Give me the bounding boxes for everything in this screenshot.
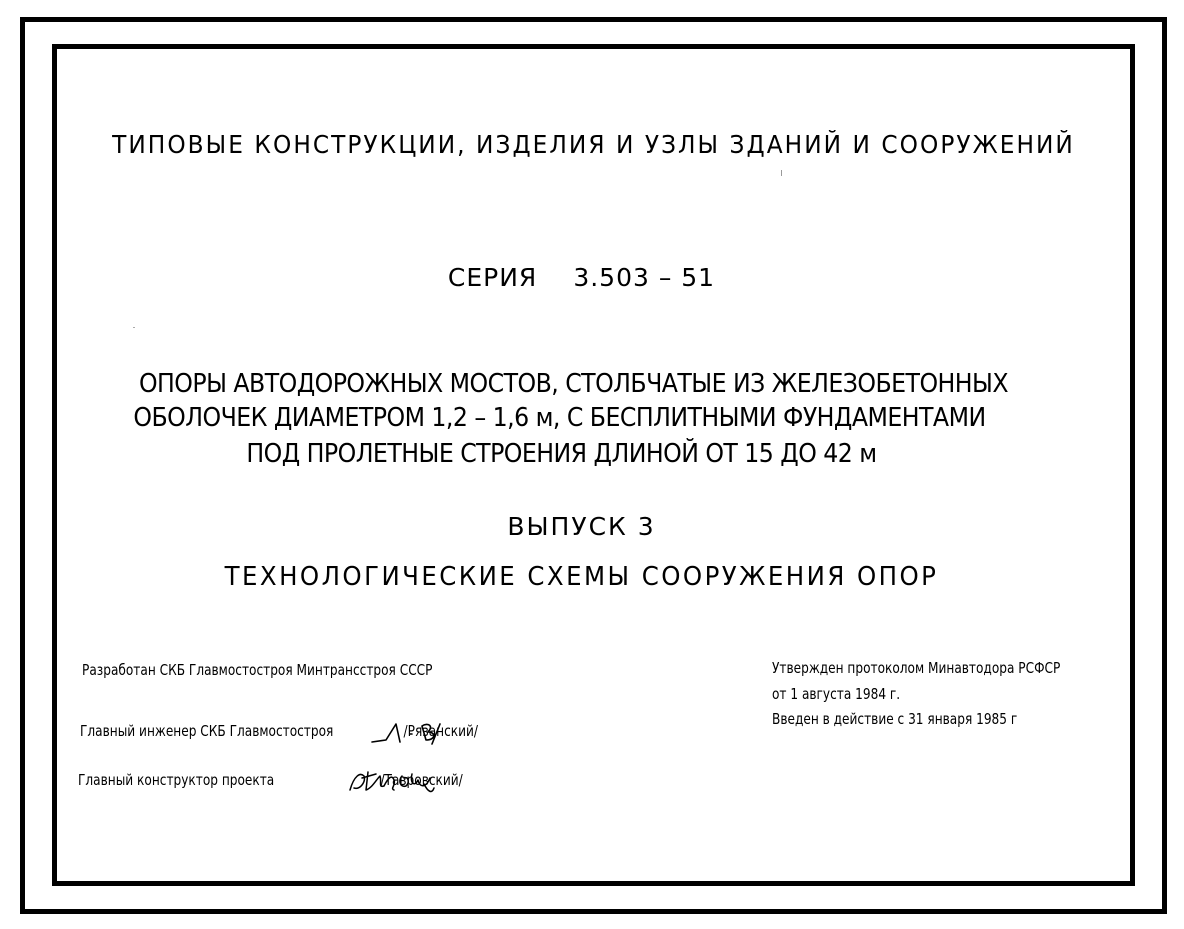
approval-line-2: от 1 августа 1984 г. bbox=[772, 685, 901, 703]
signature-chief-engineer bbox=[370, 720, 450, 746]
approval-line-3: Введен в действие с 31 января 1985 г bbox=[772, 710, 1018, 728]
series-number: 3.503 – 51 bbox=[573, 263, 716, 292]
issue-title: ТЕХНОЛОГИЧЕСКИЕ СХЕМЫ СООРУЖЕНИЯ ОПОР bbox=[224, 562, 939, 592]
signature-chief-designer bbox=[346, 766, 438, 796]
subtitle-line-2: ОБОЛОЧЕК ДИАМЕТРОМ 1,2 – 1,6 м, С БЕСПЛИТНЫМИ ФУНДАМЕНТАМИ bbox=[133, 403, 986, 433]
chief-engineer-role: Главный инженер СКБ Главмостостроя bbox=[80, 722, 334, 740]
approval-line-1: Утвержден протоколом Минавтодора РСФСР bbox=[772, 659, 1061, 677]
subtitle-line-3: ПОД ПРОЛЕТНЫЕ СТРОЕНИЯ ДЛИНОЙ ОТ 15 ДО 42 м bbox=[246, 439, 877, 469]
chief-designer-name: /Тавровский/ bbox=[380, 771, 463, 789]
developer-line: Разработан СКБ Главмостостроя Минтрансстроя СССР bbox=[82, 661, 433, 679]
chief-engineer-name: /Рязанский/ bbox=[403, 722, 478, 740]
subtitle-line-1: ОПОРЫ АВТОДОРОЖНЫХ МОСТОВ, СТОЛБЧАТЫЕ ИЗ ЖЕЛЕЗОБЕТОННЫХ bbox=[138, 369, 1009, 399]
document-heading: ТИПОВЫЕ КОНСТРУКЦИИ, ИЗДЕЛИЯ И УЗЛЫ ЗДАНИЙ И СООРУЖЕНИЙ bbox=[112, 130, 1075, 159]
scan-speck bbox=[133, 327, 135, 328]
scan-mark bbox=[781, 170, 782, 176]
issue-number: ВЫПУСК 3 bbox=[507, 512, 656, 541]
chief-designer-role: Главный конструктор проекта bbox=[78, 771, 275, 789]
series-label: СЕРИЯ bbox=[447, 263, 538, 292]
series-line bbox=[40, 265, 1123, 290]
